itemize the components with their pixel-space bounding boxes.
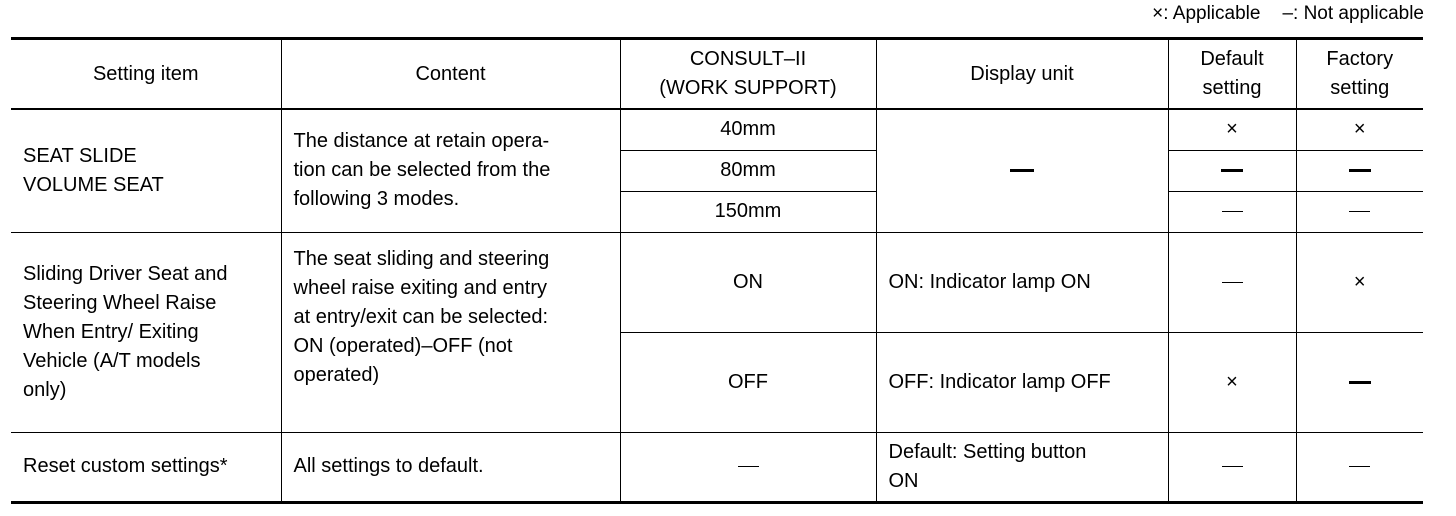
- reset-content: All settings to default.: [281, 432, 620, 502]
- seat-slide-content-line3: following 3 modes.: [293, 188, 460, 211]
- dash-icon: [1222, 282, 1243, 283]
- header-setting-item: Setting item: [11, 39, 281, 110]
- dash-icon: [1349, 466, 1370, 467]
- sliding-on-display: ON: Indicator lamp ON: [876, 232, 1168, 332]
- sliding-content-line4: ON (operated)–OFF (not: [293, 334, 513, 357]
- sliding-content: [281, 232, 620, 432]
- header-row: [11, 39, 1423, 110]
- header-default-setting: [1168, 39, 1296, 110]
- sliding-content-line3: at entry/exit can be selected:: [293, 305, 549, 328]
- applicable-mark: ×: [1226, 118, 1238, 141]
- seat-slide-item-line1: SEAT SLIDE: [23, 144, 137, 167]
- dash-icon: [1222, 211, 1243, 212]
- sliding-on-default: [1168, 232, 1296, 332]
- reset-consult: [620, 432, 876, 502]
- table-row: [11, 232, 1423, 332]
- sliding-item-line2: Steering Wheel Raise: [23, 291, 217, 314]
- header-consult-line1: CONSULT–II: [689, 48, 807, 70]
- legend-applicable: ×: Applicable: [1152, 3, 1261, 24]
- sliding-on-factory: [1296, 232, 1423, 332]
- reset-display-line1: Default: Setting button: [888, 440, 1087, 463]
- dash-icon: [1221, 169, 1243, 172]
- reset-item: Reset custom settings*: [11, 432, 281, 502]
- seat-slide-content-line2: tion can be selected from the: [293, 159, 551, 182]
- seat-slide-item-line2: VOLUME SEAT: [23, 173, 164, 196]
- sliding-content-line2: wheel raise exiting and entry: [293, 276, 547, 299]
- seat-slide-option-40mm: 40mm: [620, 109, 876, 150]
- dash-icon: [1349, 169, 1371, 172]
- table-row: [11, 109, 1423, 150]
- header-consult: [620, 39, 876, 110]
- reset-default: [1168, 432, 1296, 502]
- seat-slide-content-line1: The distance at retain opera-: [293, 130, 550, 153]
- sliding-item-line4: Vehicle (A/T models: [23, 349, 201, 372]
- dash-icon: [1349, 381, 1371, 384]
- seat-slide-40mm-default: [1168, 109, 1296, 150]
- header-factory-line2: setting: [1330, 77, 1390, 99]
- header-content: Content: [281, 39, 620, 110]
- sliding-off-factory: [1296, 332, 1423, 432]
- applicable-mark: ×: [1353, 270, 1366, 293]
- header-display-unit: Display unit: [876, 39, 1168, 110]
- header-default-line1: Default: [1200, 48, 1264, 70]
- header-factory-line1: Factory: [1326, 48, 1394, 70]
- sliding-item-line5: only): [23, 378, 67, 401]
- header-default-line2: setting: [1202, 77, 1262, 99]
- seat-slide-80mm-default: [1168, 150, 1296, 191]
- sliding-content-line1: The seat sliding and steering: [293, 247, 550, 270]
- reset-display-line2: ON: [888, 469, 919, 492]
- sliding-content-line5: operated): [293, 363, 380, 386]
- table-row: [11, 432, 1423, 502]
- seat-slide-display-unit: [876, 109, 1168, 232]
- reset-display: [876, 432, 1168, 502]
- seat-slide-option-80mm: 80mm: [620, 150, 876, 191]
- applicable-mark: ×: [1226, 370, 1238, 393]
- dash-icon: [1010, 169, 1034, 172]
- sliding-item-line3: When Entry/ Exiting: [23, 320, 199, 343]
- seat-slide-80mm-factory: [1296, 150, 1423, 191]
- seat-slide-40mm-factory: [1296, 109, 1423, 150]
- reset-factory: [1296, 432, 1423, 502]
- sliding-option-on: ON: [620, 232, 876, 332]
- legend-not-applicable: –: Not applicable: [1282, 3, 1424, 24]
- seat-slide-content: [281, 109, 620, 232]
- applicable-mark: ×: [1353, 118, 1366, 141]
- seat-slide-150mm-factory: [1296, 191, 1423, 232]
- sliding-off-default: [1168, 332, 1296, 432]
- dash-icon: [1222, 466, 1243, 467]
- sliding-option-off: OFF: [620, 332, 876, 432]
- legend: [1152, 3, 1424, 25]
- sliding-item-line1: Sliding Driver Seat and: [23, 262, 228, 285]
- header-consult-line2: (WORK SUPPORT): [659, 77, 837, 99]
- sliding-item: [11, 232, 281, 432]
- seat-slide-item: [11, 109, 281, 232]
- dash-icon: [1349, 211, 1370, 212]
- dash-icon: [738, 466, 759, 467]
- sliding-off-display: OFF: Indicator lamp OFF: [876, 332, 1168, 432]
- seat-slide-option-150mm: 150mm: [620, 191, 876, 232]
- header-factory-setting: [1296, 39, 1423, 110]
- settings-table: [11, 37, 1423, 504]
- seat-slide-150mm-default: [1168, 191, 1296, 232]
